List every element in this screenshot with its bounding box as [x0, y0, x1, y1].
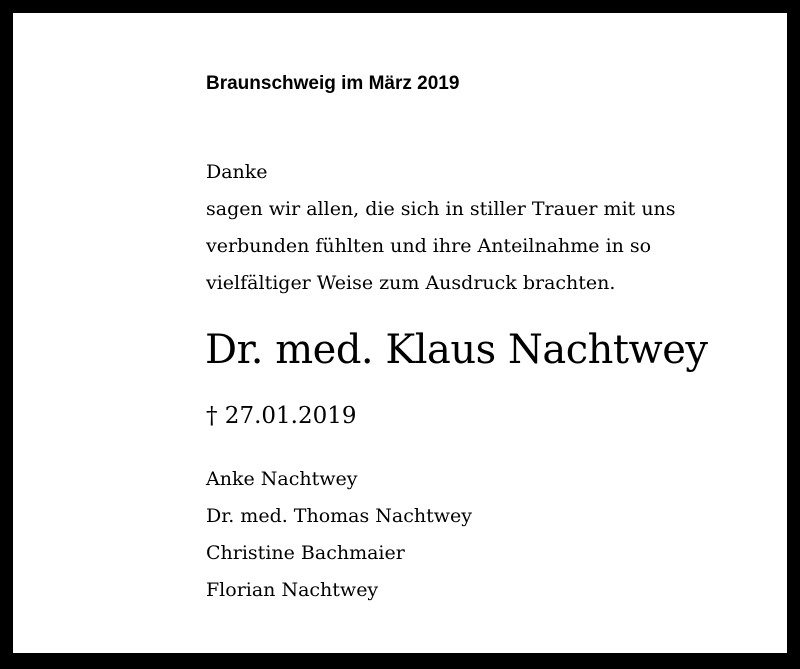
mourner-name: Florian Nachtwey [206, 579, 379, 601]
deceased-name: Dr. med. Klaus Nachtwey [205, 327, 708, 373]
mourner-name: Dr. med. Thomas Nachtwey [206, 505, 472, 527]
mourners-list [206, 461, 472, 609]
thanks-line: vielfältiger Weise zum Ausdruck brachten. [206, 272, 616, 294]
thanks-text [206, 154, 676, 302]
thanks-line: Danke [206, 161, 268, 183]
thanks-line: sagen wir allen, die sich in stiller Trauer mit uns [206, 198, 676, 220]
mourner-name: Christine Bachmaier [206, 542, 405, 564]
death-date: † 27.01.2019 [206, 403, 357, 429]
mourner-name: Anke Nachtwey [206, 468, 358, 490]
thanks-line: verbunden fühlten und ihre Anteilnahme in so [206, 235, 652, 257]
place-date: Braunschweig im März 2019 [206, 73, 460, 94]
